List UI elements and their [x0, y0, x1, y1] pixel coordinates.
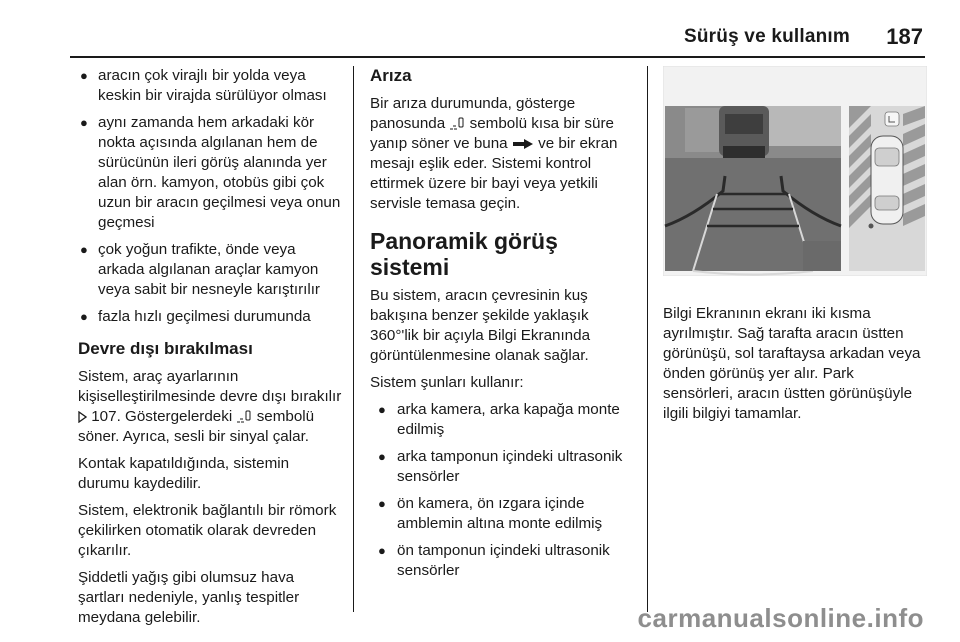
condition-list [78, 66, 342, 327]
panoramic-view-heading: Panoramik görüş sistemi [370, 228, 558, 280]
bullet-icon: ● [378, 496, 386, 511]
bullet-icon: ● [378, 402, 386, 417]
deactivation-heading: Devre dışı bırakılması [78, 339, 253, 358]
page-header [70, 22, 925, 58]
column-divider-1 [353, 66, 354, 612]
weather-paragraph: Şiddetli yağış gibi olumsuz hava şartları nedeniyle, yanlış tespitler meydana gelebilir. [78, 569, 300, 626]
page-number: 187 [886, 24, 923, 49]
column-2 [370, 66, 635, 588]
page-reference-link[interactable]: 107. Göstergelerdeki [91, 408, 233, 425]
panoramic-intro: Bu sistem, aracın çevresinin kuş bakışına benzer şekilde yaklaşık 360°'lik bir açıyla Bilgi Ekranında görüntülenmesine olanak sağlar. [370, 287, 591, 364]
display-screen-image [663, 66, 927, 276]
bullet-icon: ● [80, 242, 88, 257]
list-item: ● fazla hızlı geçilmesi durumunda [80, 308, 311, 325]
list-item: ● aracın çok virajlı bir yolda veya keskin bir virajda sürülüyor olması [80, 67, 327, 104]
watermark: carmanualsonline.info [637, 603, 924, 633]
column-divider-2 [647, 66, 648, 612]
panoramic-display-illustration [663, 66, 927, 276]
list-item: ● ön kamera, ön ızgara içinde amblemin altına monte edilmiş [378, 495, 603, 532]
bullet-icon: ● [80, 68, 88, 83]
component-list [370, 400, 635, 581]
top-view [849, 106, 925, 271]
bullet-icon: ● [80, 309, 88, 324]
deactivation-paragraph: Sistem, araç ayarlarının kişiselleştirilmesinde devre dışı bırakılır 107. Göstergelerdeki sembolü söner. Ayrıca, sesli bir sinyal çalar. [78, 368, 342, 445]
side-blind-spot-indicator-icon [449, 117, 465, 131]
page-reference-arrow-icon[interactable] [78, 411, 87, 423]
side-blind-spot-indicator-icon [236, 410, 252, 424]
list-item: ● arka kamera, arka kapağa monte edilmiş [378, 401, 620, 438]
rear-camera-view [665, 106, 841, 275]
column-3 [663, 66, 927, 431]
list-item: ● aynı zamanda hem arkadaki kör nokta açısında algılanan hem de sürücünün ileri görüş alanında yer alan örn. kamyon, otobüs gibi çok uzun bir aracın geçilmesi veya onun geçmesi [80, 114, 341, 231]
bullet-icon: ● [378, 449, 386, 464]
bullet-icon: ● [80, 115, 88, 130]
column-1 [78, 66, 342, 635]
header-title: Sürüş ve kullanım [683, 26, 850, 47]
list-item: ● ön tamponun içindeki ultrasonik sensörler [378, 542, 610, 579]
ignition-paragraph: Kontak kapatıldığında, sistemin durumu kaydedilir. [78, 455, 290, 492]
warning-tone-icon [512, 138, 534, 150]
fault-heading: Arıza [370, 66, 412, 85]
list-item: ● arka tamponun içindeki ultrasonik sensörler [378, 448, 623, 485]
components-intro: Sistem şunları kullanır: [370, 374, 524, 391]
display-caption: Bilgi Ekranının ekranı iki kısma ayrılmıştır. Sağ tarafta aracın üstten görünüşü, sol taraftaysa arkadan veya önden görünüş yer alır. Park sensörleri, aracın üstten görünüşüyle ilgili bilgiyi tamamlar. [663, 305, 921, 422]
list-item: ● çok yoğun trafikte, önde veya arkada algılanan araçlar kamyon veya sabit bir nesneyle karıştırılır [80, 241, 320, 298]
trailer-paragraph: Sistem, elektronik bağlantılı bir römork çekilirken otomatik olarak devreden çıkarılır. [78, 502, 337, 559]
bullet-icon: ● [378, 543, 386, 558]
fault-paragraph: Bir arıza durumunda, gösterge panosunda sembolü kısa bir süre yanıp söner ve buna ve bir ekran mesajı eşlik eder. Sistemi kontrol ettirmek üzere bir bayi veya yetkili servisle temasa geçin. [370, 95, 618, 212]
